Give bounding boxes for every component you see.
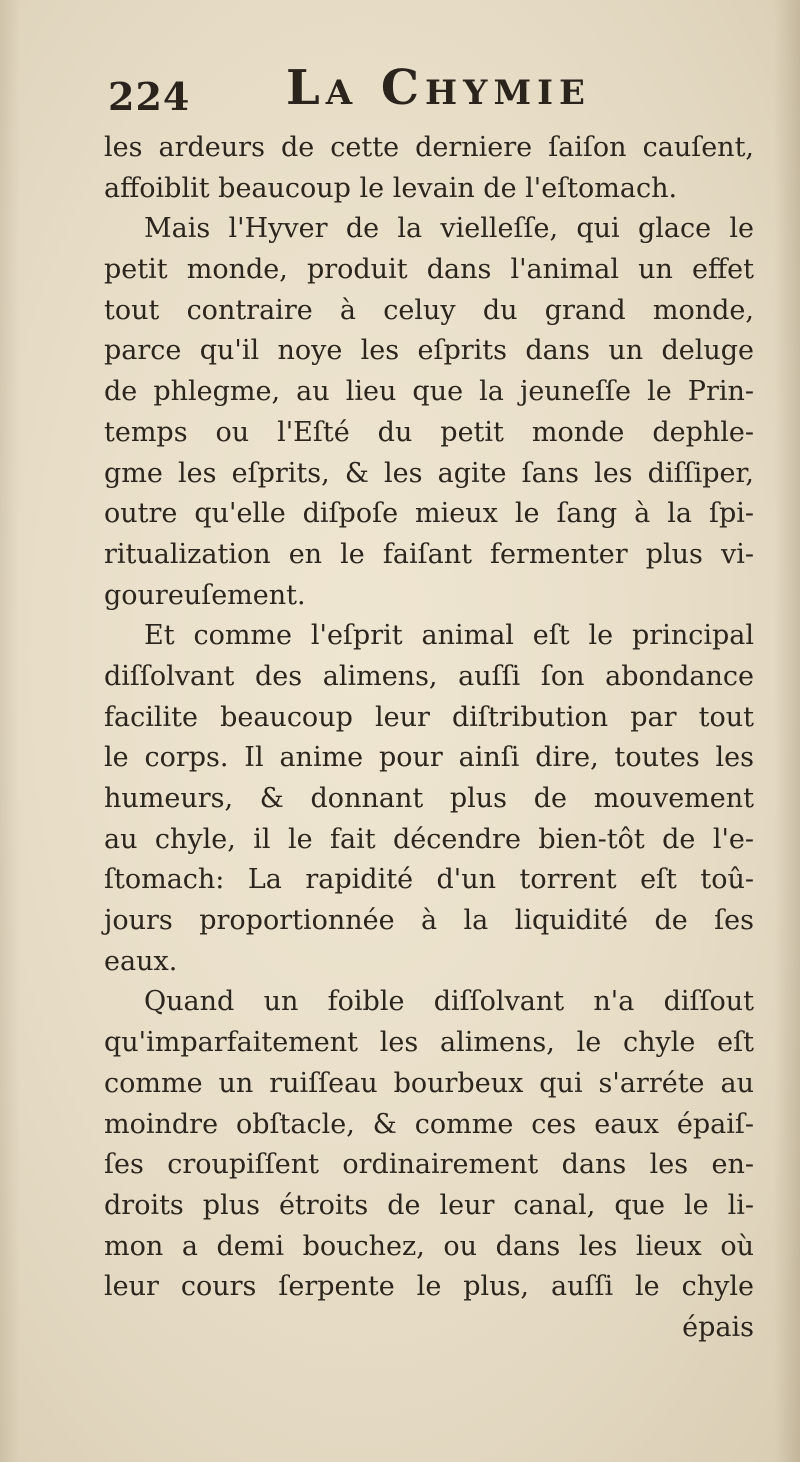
text-line: diſſolvant des alimens, auſſi ſon abondance	[104, 660, 754, 692]
text-line: tout contraire à celuy du grand monde,	[104, 294, 754, 326]
text-line: outre qu'elle diſpoſe mieux le ſang à la ſpi-	[104, 498, 754, 530]
catchword: épais	[682, 1311, 754, 1343]
text-line: temps ou l'Eſté du petit monde dephle-	[104, 416, 754, 448]
page-left-edge	[0, 0, 20, 1462]
text-line: petit monde, produit dans l'animal un effet	[104, 254, 754, 286]
text-line: humeurs, & donnant plus de mouvement	[104, 783, 754, 814]
text-line: Et comme l'eſprit animal eſt le principal	[144, 620, 754, 652]
text-line: comme un ruiſſeau bourbeux qui s'arréte au	[104, 1067, 754, 1099]
running-title: La Chymie	[286, 60, 591, 116]
text-line: gme les eſprits, & les agite ſans les diſſiper,	[104, 457, 754, 489]
body-text	[104, 128, 754, 1349]
text-line: jours proportionnée à la liquidité de ſes	[104, 905, 754, 937]
text-line: affoiblit beaucoup le levain de l'eſtomach.	[104, 172, 678, 204]
text-line: de phlegme, au lieu que la jeuneſſe le Prin-	[104, 376, 754, 408]
text-line: le corps. Il anime pour ainſi dire, toutes les	[104, 742, 754, 774]
page-right-edge	[774, 0, 800, 1462]
page-number: 224	[108, 74, 191, 119]
text-line: ſes croupiſſent ordinairement dans les en-	[104, 1149, 754, 1181]
text-line: ritualization en le faiſant fermenter plus vi-	[104, 538, 754, 570]
text-line: leur cours ſerpente le plus, auſſi le chyle	[104, 1271, 754, 1303]
text-line: parce qu'il noye les eſprits dans un deluge	[104, 335, 754, 367]
text-line: Mais l'Hyver de la vielleſſe, qui glace le	[144, 213, 754, 245]
text-line: au chyle, il le fait décendre bien-tôt de l'e-	[104, 823, 754, 855]
text-line: mon a demi bouchez, ou dans les lieux où	[104, 1230, 754, 1262]
text-line: droits plus étroits de leur canal, que le li-	[104, 1189, 754, 1221]
text-line: facilite beaucoup leur diſtribution par tout	[104, 701, 754, 733]
text-line: moindre obſtacle, & comme ces eaux épaiſ-	[104, 1108, 754, 1140]
text-line: qu'imparfaitement les alimens, le chyle eſt	[104, 1027, 754, 1059]
text-line: Quand un foible diſſolvant n'a diſſout	[144, 986, 754, 1018]
text-line: goureuſement.	[104, 579, 306, 611]
text-line: les ardeurs de cette derniere ſaiſon cauſent,	[104, 132, 754, 163]
text-line: ſtomach: La rapidité d'un torrent eſt toû-	[104, 864, 754, 896]
text-line: eaux.	[104, 945, 178, 977]
page-header	[108, 60, 748, 130]
